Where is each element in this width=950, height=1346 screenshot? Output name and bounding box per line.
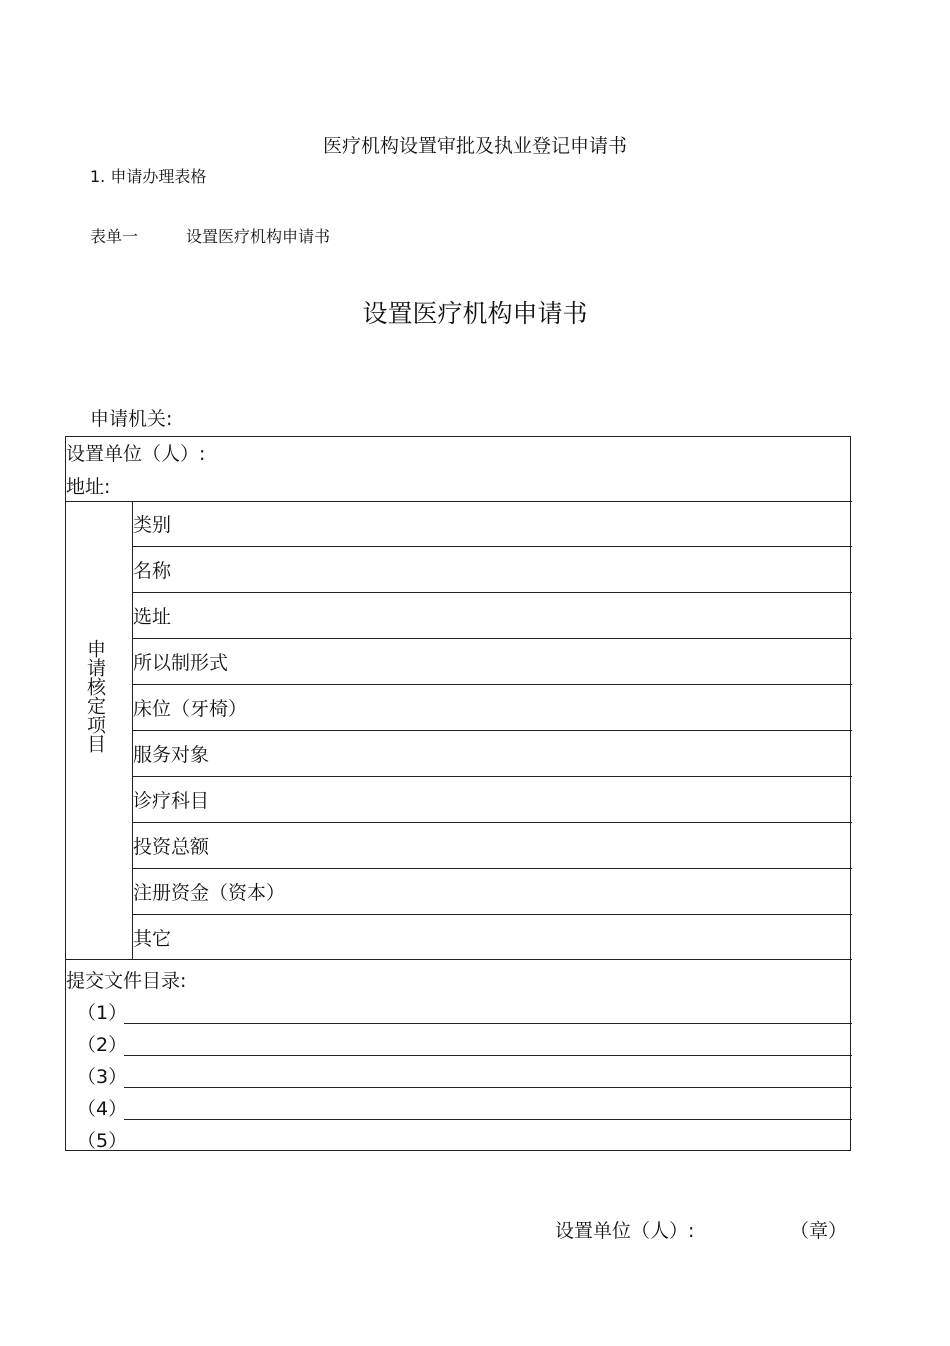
divider bbox=[66, 501, 852, 502]
form-name: 设置医疗机构申请书 bbox=[186, 227, 331, 246]
file-line bbox=[124, 1023, 852, 1024]
main-title: 设置医疗机构申请书 bbox=[362, 299, 588, 328]
application-form-table bbox=[65, 436, 851, 1151]
seal-label: （章） bbox=[790, 1220, 848, 1242]
divider bbox=[132, 914, 852, 915]
file-item-1: （1） bbox=[77, 1002, 128, 1024]
divider bbox=[132, 868, 852, 869]
applicant-label: 设置单位（人）: bbox=[66, 443, 206, 465]
authority-label: 申请机关: bbox=[90, 408, 173, 430]
review-item-total-investment: 投资总额 bbox=[133, 836, 210, 858]
divider bbox=[132, 592, 852, 593]
review-item-category: 类别 bbox=[133, 514, 172, 536]
divider bbox=[132, 684, 852, 685]
signature-label: 设置单位（人）: bbox=[555, 1220, 695, 1242]
file-line bbox=[124, 1119, 852, 1120]
file-item-5: （5） bbox=[77, 1130, 128, 1152]
divider bbox=[132, 638, 852, 639]
section-label: 1. 申请办理表格 bbox=[90, 167, 207, 186]
divider bbox=[66, 959, 852, 960]
file-line bbox=[124, 1055, 852, 1056]
review-section-label: 申请核定项目 bbox=[84, 639, 106, 753]
files-label: 提交文件目录: bbox=[66, 970, 187, 992]
review-item-other: 其它 bbox=[133, 928, 172, 950]
file-item-4: （4） bbox=[77, 1098, 128, 1120]
review-item-ownership: 所以制形式 bbox=[133, 652, 229, 674]
address-label: 地址: bbox=[66, 476, 111, 498]
review-item-service-target: 服务对象 bbox=[133, 744, 210, 766]
review-item-registered-capital: 注册资金（资本） bbox=[133, 882, 286, 904]
review-item-name: 名称 bbox=[133, 560, 172, 582]
file-item-2: （2） bbox=[77, 1034, 128, 1056]
form-number-label: 表单一 bbox=[90, 227, 139, 246]
file-line bbox=[124, 1087, 852, 1088]
divider bbox=[132, 776, 852, 777]
review-item-location: 选址 bbox=[133, 606, 172, 628]
document-title: 医疗机构设置审批及执业登记申请书 bbox=[322, 135, 627, 157]
divider bbox=[132, 822, 852, 823]
review-item-departments: 诊疗科目 bbox=[133, 790, 210, 812]
divider bbox=[132, 730, 852, 731]
review-item-beds: 床位（牙椅） bbox=[133, 698, 248, 720]
divider bbox=[132, 546, 852, 547]
file-item-3: （3） bbox=[77, 1066, 128, 1088]
